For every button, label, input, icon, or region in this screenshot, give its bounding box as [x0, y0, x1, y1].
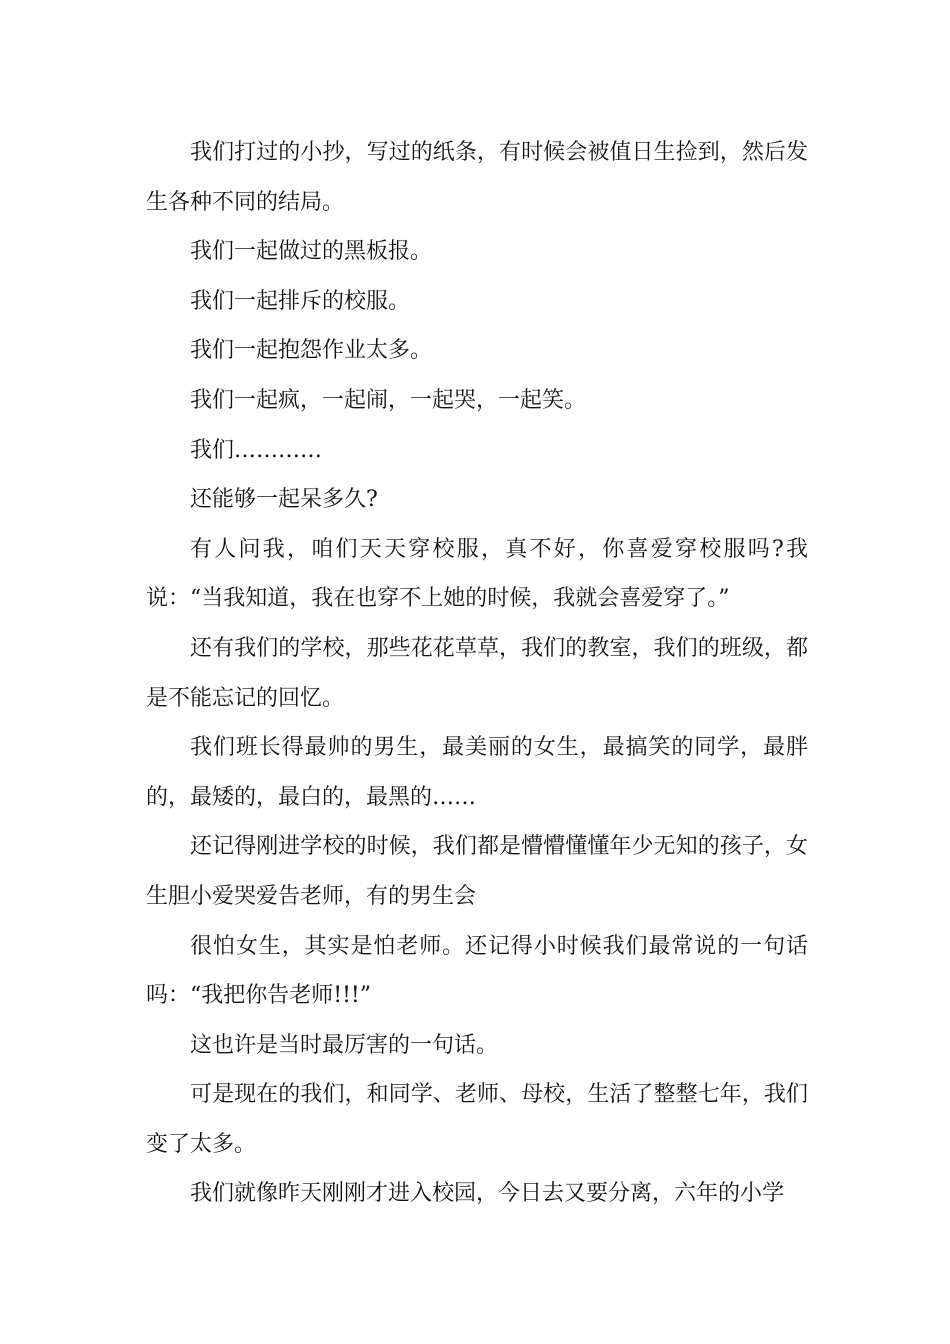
- paragraph-8: 有人问我，咱们天天穿校服，真不好，你喜爱穿校服吗?我说：“当我知道，我在也穿不上她的时候，我就会喜爱穿了。”: [146, 536, 808, 612]
- paragraph-6: 我们…………: [190, 437, 323, 463]
- paragraph-13: 这也许是当时最厉害的一句话。: [190, 1032, 499, 1058]
- paragraph-7: 还能够一起呆多久?: [190, 487, 378, 513]
- paragraph-15: 我们就像昨天刚刚才进入校园，今日去又要分离，六年的小学: [190, 1181, 785, 1207]
- paragraph-2: 我们一起做过的黑板报。: [190, 239, 433, 265]
- paragraph-3: 我们一起排斥的校服。: [190, 288, 411, 314]
- document-body: [146, 128, 808, 1219]
- paragraph-11: 还记得刚进学校的时候，我们都是懵懵懂懂年少无知的孩子，女生胆小爱哭爱告老师，有的男生会: [146, 834, 808, 909]
- paragraph-9: 还有我们的学校，那些花花草草，我们的教室，我们的班级，都是不能忘记的回忆。: [146, 635, 808, 711]
- paragraph-12: 很怕女生，其实是怕老师。还记得小时候我们最常说的一句话吗：“我把你告老师!!!”: [146, 933, 808, 1009]
- paragraph-14: 可是现在的我们，和同学、老师、母校，生活了整整七年，我们变了太多。: [146, 1082, 808, 1157]
- paragraph-10: 我们班长得最帅的男生，最美丽的女生，最搞笑的同学，最胖的，最矮的，最白的，最黑的……: [146, 735, 808, 810]
- paragraph-4: 我们一起抱怨作业太多。: [190, 338, 433, 364]
- paragraph-1: 我们打过的小抄，写过的纸条，有时候会被值日生捡到，然后发生各种不同的结局。: [146, 140, 808, 215]
- paragraph-5: 我们一起疯，一起闹，一起哭，一起笑。: [190, 387, 587, 413]
